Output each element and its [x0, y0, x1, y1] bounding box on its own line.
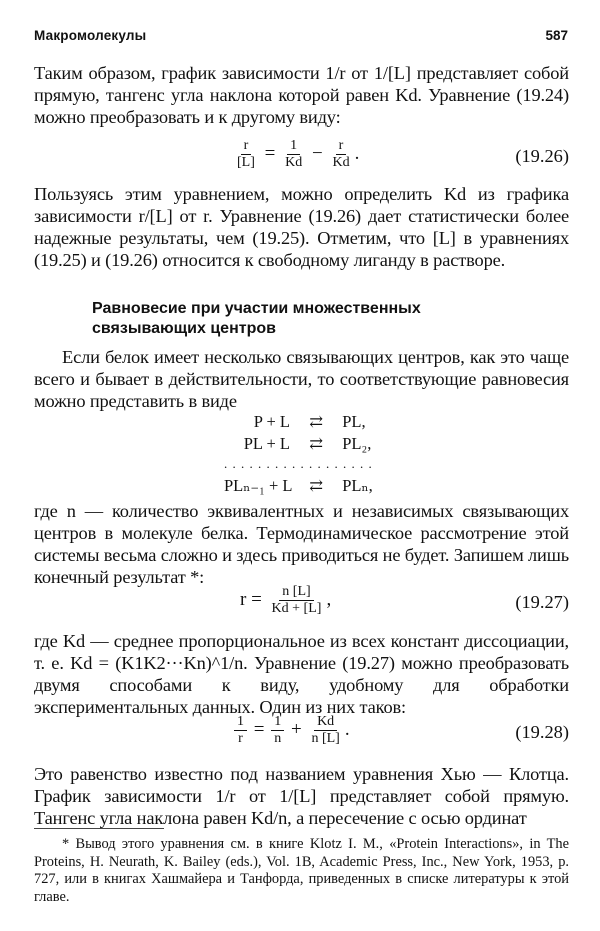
paragraph-6: Это равенство известно под названием уравнения Хью — Клотца. График зависимости 1/r от 1/[L] представляет собой прямую. Тангенс угла наклона равен Kd/n, а пересечение с осью ординат: [34, 764, 569, 828]
equation-19-27: r = $\frac{n [L]}{Kd + [L]}$ ,: [240, 584, 332, 616]
equation-number-19-27: (19.27): [515, 592, 569, 612]
reaction-ellipsis: . . . . . . . . . . . . . . . . . .: [224, 456, 373, 471]
footnote: * Вывод этого уравнения см. в книге Klotz I. M., «Protein Interactions», in The Proteins, H. Neurath, K. Bailey (eds.), Vol. 1B, Academic Press, Inc., New York, 1953, p. 727, или в книгах Хашмайера и Танфорда, приведенных в списке литературы к этой главе.: [34, 836, 569, 905]
section-heading: Равновесие при участии множественных связывающих центров: [92, 300, 421, 337]
footnote-rule: [34, 828, 164, 829]
paragraph-2: Пользуясь этим уравнением, можно определить Kd из графика зависимости r/[L] от r. Уравнение (19.26) дает статистически более надежные результаты, чем (19.25). Отметим, что [L] в уравнениях (19.25) и (19.26) относится к свободному лиганду в растворе.: [34, 184, 569, 270]
page-number: 587: [545, 28, 568, 43]
paragraph-4: где n — количество эквивалентных и независимых связывающих центров в молекуле белка. Термодинамическое рассмотрение этой системы весьма сложно и здесь приводиться не будет. Запишем лишь конечный результат *:: [34, 501, 569, 587]
reaction-row: PL + L ⇄ PL₂,: [243, 434, 372, 453]
equation-number-19-26: (19.26): [515, 146, 569, 166]
paragraph-1: Таким образом, график зависимости 1/r от 1/[L] представляет собой прямую, тангенс угла наклона которой равен Kd. Уравнение (19.24) можно преобразовать и к другому виду:: [34, 63, 569, 127]
equation-19-26: $\frac{r}{[L]}$ = $\frac{1}{Kd}$ − $\frac{r}{Kd}$ .: [237, 138, 360, 170]
paragraph-5: где Kd — среднее пропорциональное из всех констант диссоциации, т. е. Kd = (K1K2···Kn)^1/n. Уравнение (19.27) можно преобразовать двумя способами к виду, удобному для обработки экспериментальных данных. Один из них таков:: [34, 631, 569, 717]
equation-number-19-28: (19.28): [515, 722, 569, 742]
paragraph-3: Если белок имеет несколько связывающих центров, как это чаще всего и бывает в действительности, то соответствующие равновесия можно представить в виде: [34, 347, 569, 411]
reaction-row: PLₙ₋₁ + L ⇄ PLₙ,: [224, 476, 373, 495]
reaction-scheme: [224, 412, 424, 498]
equation-19-28: $\frac{1}{r}$ = $\frac{1}{n}$ + $\frac{Kd}{n [L]}$ .: [232, 714, 350, 747]
reaction-row: P + L ⇄ PL,: [253, 412, 366, 431]
running-header: Макромолекулы: [34, 28, 147, 43]
